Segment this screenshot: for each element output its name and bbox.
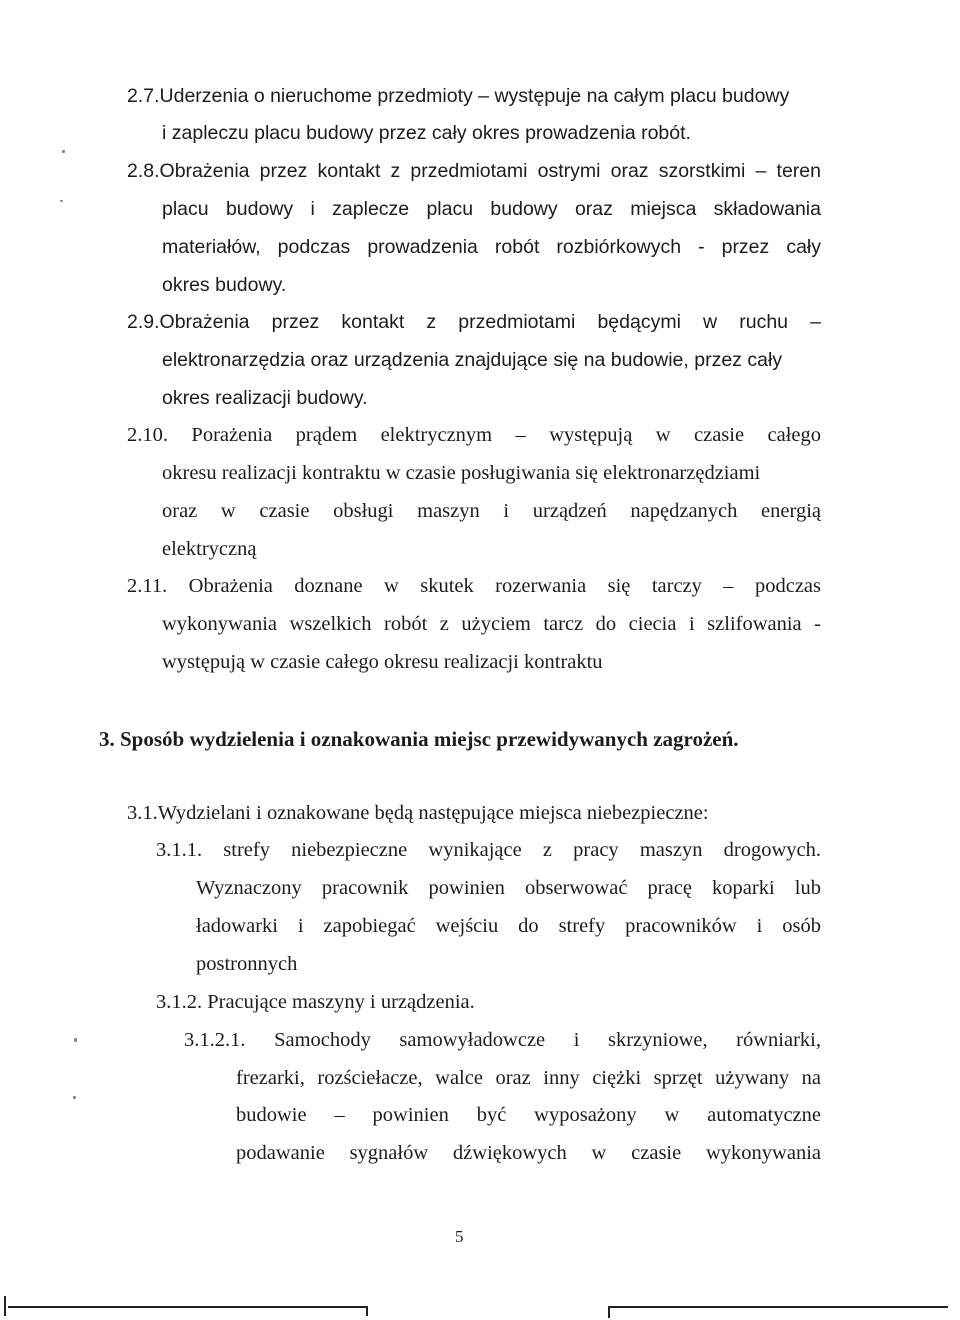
item-3-1-2-1-line-2: frezarki, rozściełacze, walce oraz inny ciężki sprzęt używany na [236,1067,821,1089]
item-3-1-1-line-2: Wyznaczony pracownik powinien obserwować pracę koparki lub [196,877,821,899]
item-3-1-2-1-line-1: 3.1.2.1. Samochody samowyładowcze i skrzyniowe, równiarki, [184,1029,821,1051]
item-2-9-line-1: 2.9.Obrażenia przez kontakt z przedmiotami będącymi w ruchu – [127,311,821,333]
item-3-1-1-line-3: ładowarki i zapobiegać wejściu do strefy pracowników i osób [196,915,821,937]
scan-speck [74,1038,77,1042]
item-2-8-line-4: okres budowy. [162,274,287,296]
item-2-8-line-2: placu budowy i zaplecze placu budowy oraz miejsca składowania [162,198,821,220]
bottom-rule-tick-left [366,1306,368,1316]
item-2-10-line-3: oraz w czasie obsługi maszyn i urządzeń napędzanych energią [162,500,821,522]
item-2-11-line-3: występują w czasie całego okresu realizacji kontraktu [162,651,603,673]
bottom-rule-tick-right [608,1306,610,1318]
item-3-1-2-1-line-4: podawanie sygnałów dźwiękowych w czasie wykonywania [236,1142,821,1164]
scan-speck [73,1096,76,1099]
scan-speck [62,150,65,153]
item-2-11-line-1: 2.11. Obrażenia doznane w skutek rozerwania się tarczy – podczas [127,575,821,597]
bottom-rule-right [608,1306,948,1308]
item-3-1: 3.1.Wydzielani i oznakowane będą następujące miejsca niebezpieczne: [127,802,709,824]
item-2-9-line-3: okres realizacji budowy. [162,387,368,409]
item-3-1-1-line-1: 3.1.1. strefy niebezpieczne wynikające z pracy maszyn drogowych. [156,839,821,861]
item-2-10-line-4: elektryczną [162,538,257,560]
bottom-rule-left [8,1306,368,1308]
item-2-10-line-1: 2.10. Porażenia prądem elektrycznym – występują w czasie całego [127,424,821,446]
page-number: 5 [455,1227,464,1246]
item-2-7-line-2: i zapleczu placu budowy przez cały okres prowadzenia robót. [162,122,691,144]
item-3-1-1-line-4: postronnych [196,953,298,975]
item-2-10-line-2: okresu realizacji kontraktu w czasie posługiwania się elektronarzędziami [162,462,761,484]
item-2-11-line-2: wykonywania wszelkich robót z użyciem tarcz do ciecia i szlifowania - [162,613,821,635]
item-3-1-2: 3.1.2. Pracujące maszyny i urządzenia. [156,991,475,1013]
item-2-9-line-2: elektronarzędzia oraz urządzenia znajdujące się na budowie, przez cały [162,349,783,371]
item-2-8-line-1: 2.8.Obrażenia przez kontakt z przedmiotami ostrymi oraz szorstkimi – teren [127,160,821,182]
scan-speck [60,200,63,202]
item-2-7-line-1: 2.7.Uderzenia o nieruchome przedmioty – występuje na całym placu budowy [127,85,790,107]
item-2-8-line-3: materiałów, podczas prowadzenia robót rozbiórkowych - przez cały [162,236,821,258]
left-edge-mark [4,1296,6,1316]
item-3-1-2-1-line-3: budowie – powinien być wyposażony w automatyczne [236,1104,821,1126]
section-3-heading: 3. Sposób wydzielenia i oznakowania miejsc przewidywanych zagrożeń. [99,727,739,751]
